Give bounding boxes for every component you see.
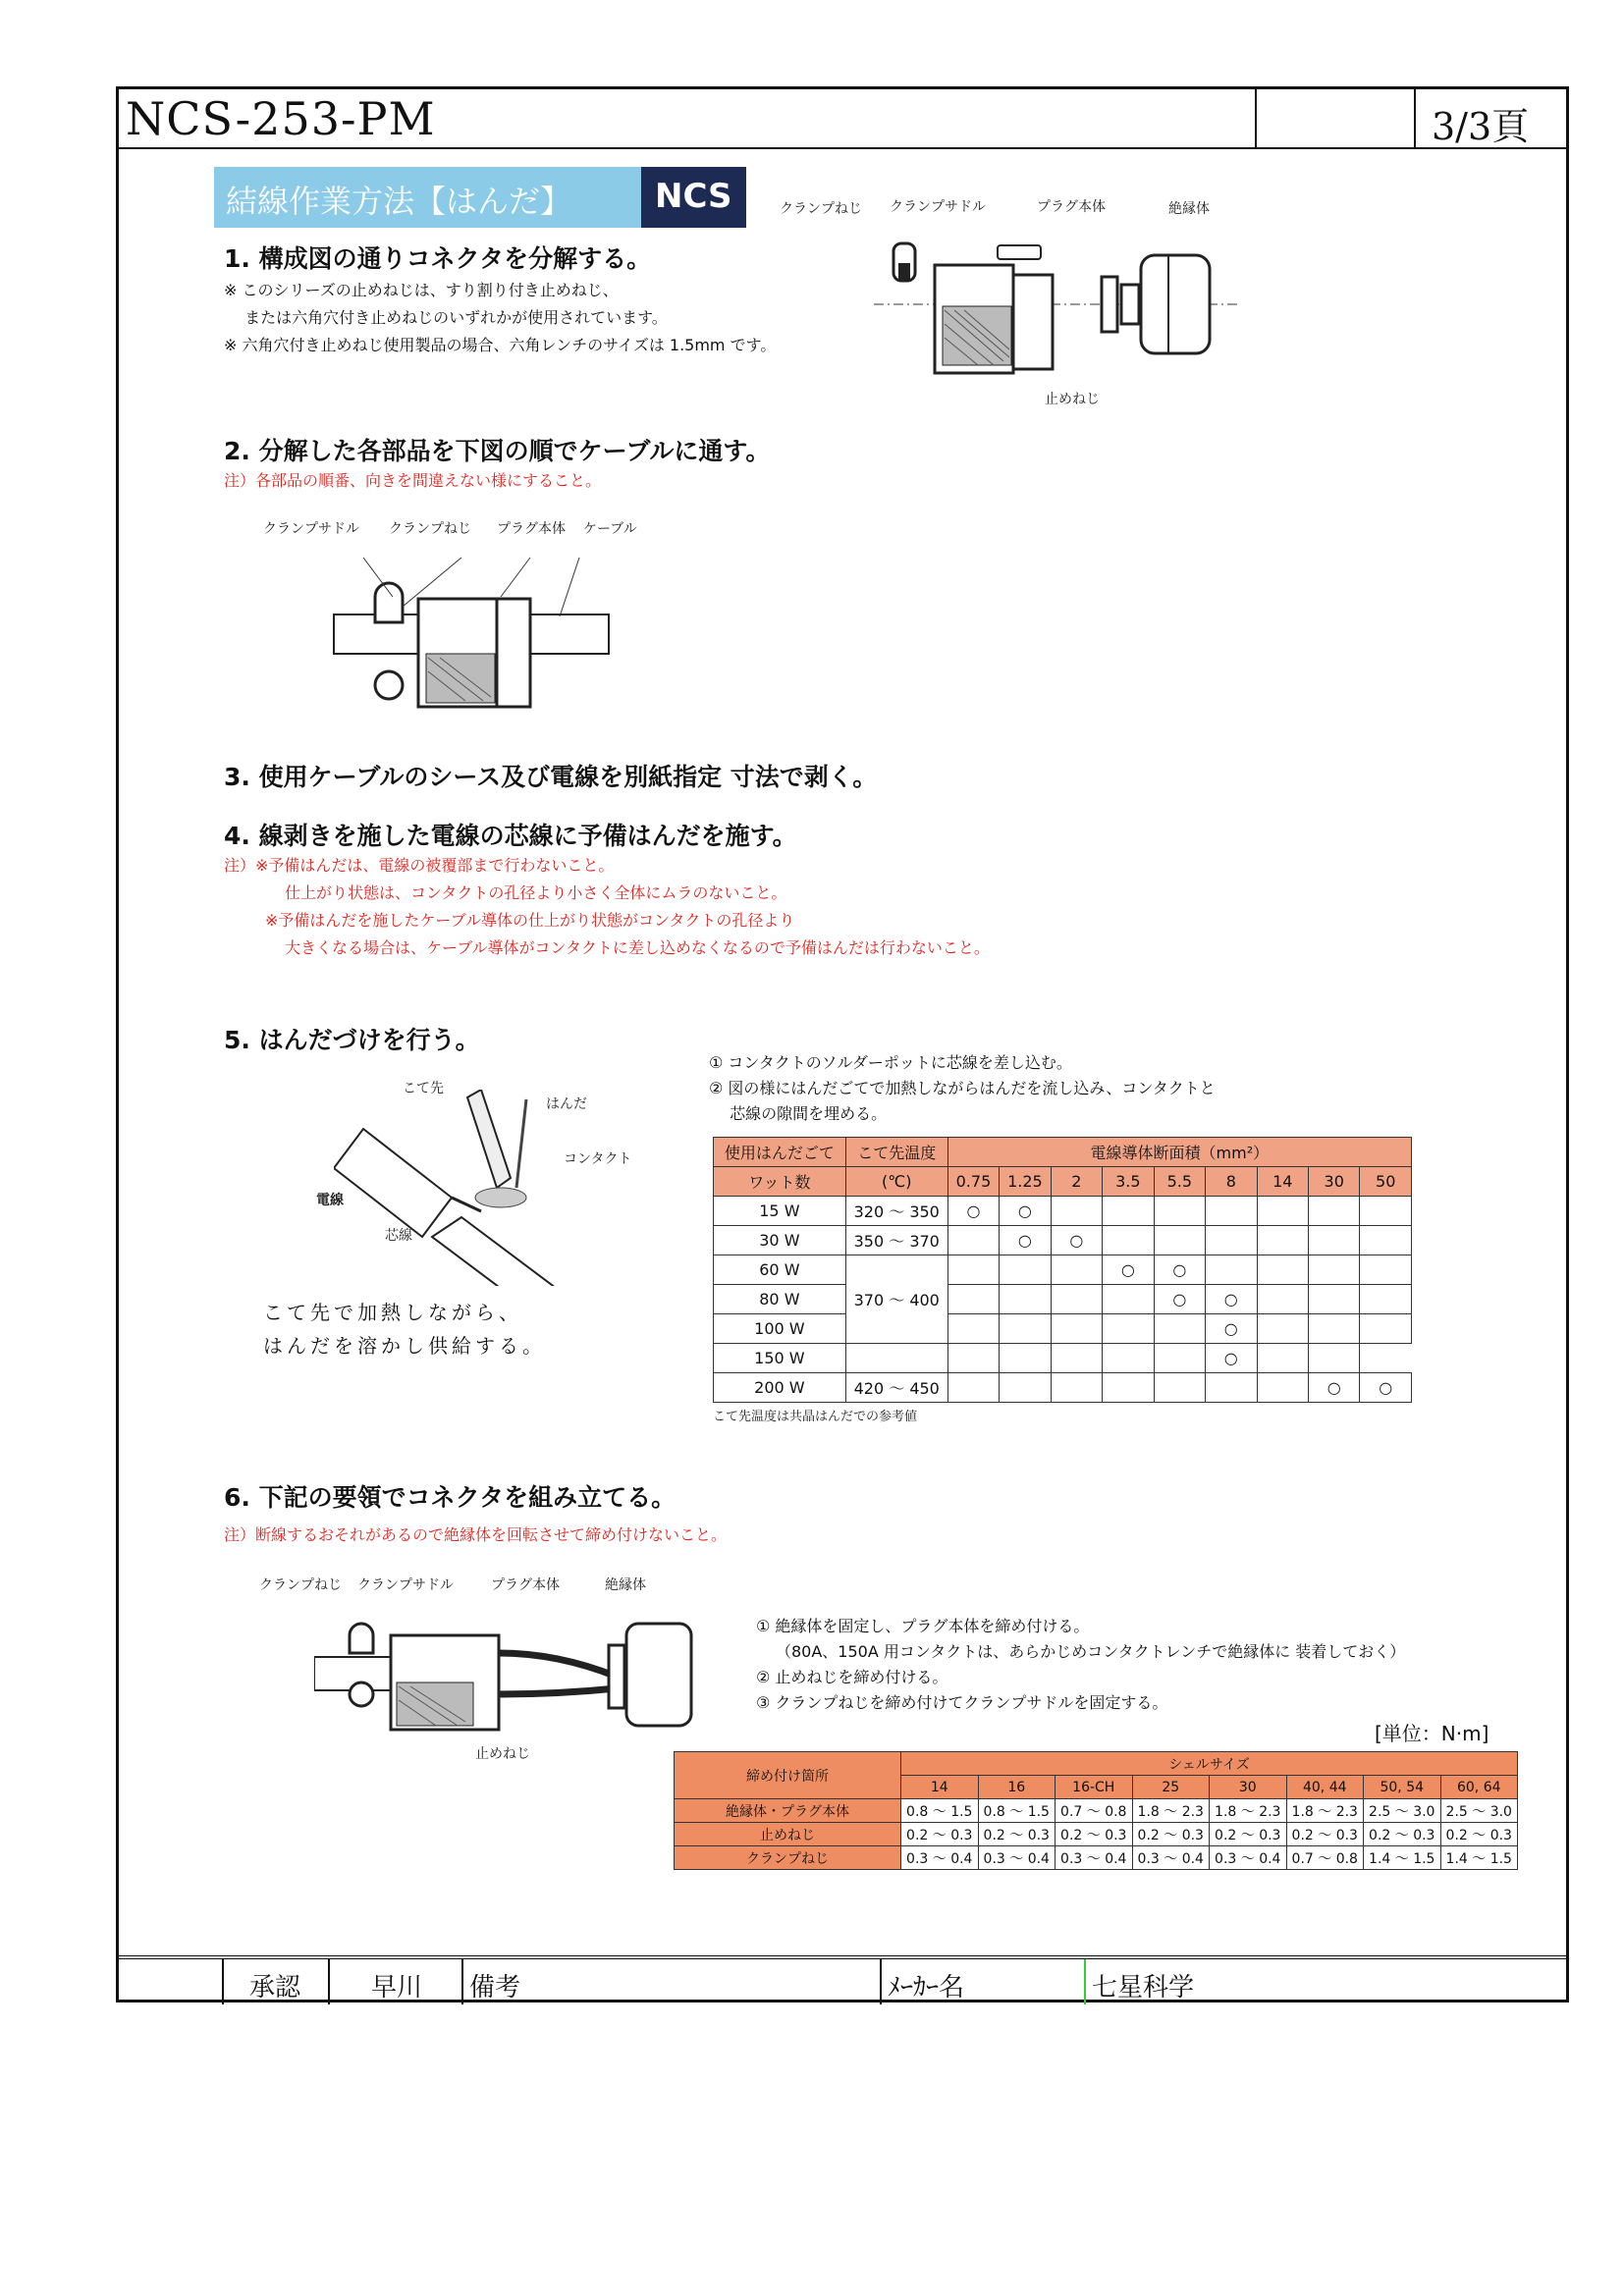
label-clamp-saddle: クランプサドル <box>890 199 986 215</box>
table-row <box>675 1846 1518 1870</box>
section-4-notes <box>224 852 990 962</box>
mark-cell <box>1154 1373 1205 1403</box>
torque-cell: 0.3 ～ 0.4 <box>978 1846 1056 1870</box>
table-header: 5.5 <box>1154 1167 1205 1197</box>
wattage-cell: 80 W <box>714 1285 846 1314</box>
soldering-diagram <box>334 1090 589 1286</box>
mark-cell <box>1360 1197 1412 1226</box>
banner-series: NCS <box>641 167 746 228</box>
approve-label: 承認 <box>249 1973 301 2002</box>
label-plug-body: プラグ本体 <box>491 1577 560 1593</box>
note-line: ※ このシリーズの止めねじは、すり割り付き止めねじ、 <box>224 281 619 299</box>
mark-cell: ○ <box>1154 1285 1205 1314</box>
temperature-cell: 420 ～ 450 <box>845 1373 947 1403</box>
soldering-table <box>713 1137 1412 1403</box>
table-header: 8 <box>1206 1167 1257 1197</box>
table-header: 16-CH <box>1056 1776 1133 1799</box>
location-cell: 絶縁体・プラグ本体 <box>675 1799 901 1823</box>
torque-cell: 1.8 ～ 2.3 <box>1286 1799 1364 1823</box>
mark-cell <box>1051 1314 1102 1344</box>
mark-cell <box>1051 1285 1102 1314</box>
torque-cell: 1.8 ～ 2.3 <box>1210 1799 1287 1823</box>
mark-cell <box>1206 1373 1257 1403</box>
mark-cell <box>1000 1344 1051 1373</box>
label-clamp-screw: クランプねじ <box>780 201 862 217</box>
page-number: 3/3頁 <box>1432 105 1530 148</box>
mark-cell: ○ <box>1360 1373 1412 1403</box>
note-line: 仕上がり状態は、コンタクトの孔径より小さく全体にムラのないこと。 <box>285 883 787 902</box>
mark-cell <box>1154 1226 1205 1255</box>
approver-name: 早川 <box>371 1973 423 2002</box>
step-line: ③ クランプねじを締め付けてクランプサドルを固定する。 <box>756 1693 1168 1712</box>
mark-cell <box>1051 1344 1102 1373</box>
divider <box>328 1959 330 2004</box>
section-5-steps <box>709 1050 1216 1127</box>
torque-cell: 1.4 ～ 1.5 <box>1364 1846 1441 1870</box>
location-cell: クランプねじ <box>675 1846 901 1870</box>
torque-cell: 2.5 ～ 3.0 <box>1440 1799 1518 1823</box>
torque-cell: 1.4 ～ 1.5 <box>1440 1846 1518 1870</box>
torque-cell: 0.2 ～ 0.3 <box>978 1823 1056 1846</box>
mark-cell <box>1308 1255 1359 1285</box>
table-header: 14 <box>901 1776 979 1799</box>
table-header: 25 <box>1132 1776 1210 1799</box>
label-plug-body: プラグ本体 <box>497 521 566 537</box>
torque-cell: 0.3 ～ 0.4 <box>901 1846 979 1870</box>
table-header: 使用はんだごて <box>714 1138 846 1167</box>
label-clamp-screw: クランプねじ <box>259 1577 342 1593</box>
torque-cell: 0.2 ～ 0.3 <box>1440 1823 1518 1846</box>
label-plug-body: プラグ本体 <box>1037 199 1106 215</box>
table-header: 3.5 <box>1103 1167 1154 1197</box>
table-header: 60, 64 <box>1440 1776 1518 1799</box>
torque-cell: 0.3 ～ 0.4 <box>1132 1846 1210 1870</box>
divider <box>222 1959 224 2004</box>
label-clamp-screw: クランプねじ <box>389 521 471 537</box>
torque-cell: 0.7 ～ 0.8 <box>1056 1799 1133 1823</box>
temperature-cell: 320 ～ 350 <box>845 1197 947 1226</box>
step-line: ② 止めねじを締め付ける。 <box>756 1668 948 1686</box>
divider <box>1414 86 1416 147</box>
torque-cell: 0.2 ～ 0.3 <box>1056 1823 1133 1846</box>
table-header: 2 <box>1051 1167 1102 1197</box>
mark-cell <box>1257 1314 1308 1344</box>
mark-cell <box>1154 1314 1205 1344</box>
caption-line: こて先で加熱しながら、 <box>263 1301 522 1324</box>
temperature-cell: 370 ～ 400 <box>845 1255 947 1344</box>
section-2-title: 2. 分解した各部品を下図の順でケーブルに通す。 <box>224 437 771 465</box>
divider <box>880 1959 882 2004</box>
section-1-notes <box>224 277 776 359</box>
wattage-cell: 150 W <box>714 1344 846 1373</box>
mark-cell <box>845 1344 947 1373</box>
mark-cell <box>947 1314 999 1344</box>
table-footnote: こて先温度は共晶はんだでの参考値 <box>713 1410 918 1424</box>
mark-cell <box>1257 1255 1308 1285</box>
label-clamp-saddle: クランプサドル <box>263 521 359 537</box>
mark-cell <box>1103 1285 1154 1314</box>
section-2-note: 注）各部品の順番、向きを間違えない様にすること。 <box>224 471 602 490</box>
torque-table <box>674 1751 1518 1870</box>
mark-cell: ○ <box>1103 1255 1154 1285</box>
table-row <box>714 1226 1412 1255</box>
exploded-connector-diagram <box>874 216 1247 383</box>
section-6-note: 注）断線するおそれがあるので絶縁体を回転させて締め付けないこと。 <box>224 1525 728 1544</box>
mark-cell <box>1000 1285 1051 1314</box>
table-header: 30 <box>1210 1776 1287 1799</box>
wattage-cell: 100 W <box>714 1314 846 1344</box>
table-row <box>675 1799 1518 1823</box>
mark-cell <box>1000 1373 1051 1403</box>
torque-cell: 0.3 ～ 0.4 <box>1210 1846 1287 1870</box>
unit-label: [単位：N·m] <box>1375 1722 1489 1745</box>
table-header: (℃) <box>845 1167 947 1197</box>
mark-cell <box>1000 1314 1051 1344</box>
mark-cell <box>1051 1197 1102 1226</box>
section-3-title: 3. 使用ケーブルのシース及び電線を別紙指定 寸法で剥く。 <box>224 763 878 791</box>
maker-label: ﾒｰｶｰ名 <box>888 1973 965 2002</box>
table-header: 1.25 <box>1000 1167 1051 1197</box>
mark-cell: ○ <box>1051 1226 1102 1255</box>
maker-name: 七星科学 <box>1092 1973 1195 2002</box>
section-6-title: 6. 下記の要領でコネクタを組み立てる。 <box>224 1483 677 1512</box>
mark-cell <box>947 1373 999 1403</box>
table-row <box>714 1344 1412 1373</box>
mark-cell <box>1103 1314 1154 1344</box>
note-line: 大きくなる場合は、ケーブル導体がコンタクトに差し込めなくなるので予備はんだは行わないこと。 <box>285 938 990 957</box>
label-cable: ケーブル <box>583 521 637 537</box>
note-line: または六角穴付き止めねじのいずれかが使用されています。 <box>224 308 668 327</box>
step-line: 芯線の隙間を埋める。 <box>709 1104 888 1123</box>
table-row <box>714 1373 1412 1403</box>
mark-cell <box>1308 1226 1359 1255</box>
wattage-cell: 60 W <box>714 1255 846 1285</box>
threading-diagram <box>324 538 619 715</box>
torque-cell: 0.2 ～ 0.3 <box>1364 1823 1441 1846</box>
torque-cell: 0.3 ～ 0.4 <box>1056 1846 1133 1870</box>
label-insulator: 絶縁体 <box>605 1577 646 1593</box>
label-set-screw: 止めねじ <box>1045 392 1100 407</box>
divider <box>1255 86 1257 147</box>
mark-cell <box>947 1226 999 1255</box>
section-1-title: 1. 構成図の通りコネクタを分解する。 <box>224 244 652 273</box>
banner-title: 結線作業方法【はんだ】 <box>214 167 641 228</box>
label-clamp-saddle: クランプサドル <box>357 1577 454 1593</box>
table-header: 14 <box>1257 1167 1308 1197</box>
mark-cell <box>1360 1255 1412 1285</box>
mark-cell <box>947 1255 999 1285</box>
caption-line: はんだを溶かし供給する。 <box>263 1334 546 1358</box>
mark-cell <box>1206 1255 1257 1285</box>
mark-cell <box>1308 1285 1359 1314</box>
section-5-caption <box>263 1296 546 1362</box>
mark-cell: ○ <box>1308 1373 1359 1403</box>
note-line: ※予備はんだを施したケーブル導体の仕上がり状態がコンタクトの孔径より <box>265 911 795 930</box>
wattage-cell: 30 W <box>714 1226 846 1255</box>
location-cell: 止めねじ <box>675 1823 901 1846</box>
mark-cell <box>1206 1197 1257 1226</box>
table-header: 40, 44 <box>1286 1776 1364 1799</box>
torque-cell: 0.8 ～ 1.5 <box>901 1799 979 1823</box>
step-line: ② 図の様にはんだごてで加熱しながらはんだを流し込み、コンタクトと <box>709 1079 1216 1097</box>
torque-cell: 0.2 ～ 0.3 <box>1210 1823 1287 1846</box>
table-header: 50, 54 <box>1364 1776 1441 1799</box>
torque-cell: 0.2 ～ 0.3 <box>1132 1823 1210 1846</box>
divider <box>461 1959 463 2004</box>
mark-cell <box>1360 1314 1412 1344</box>
mark-cell <box>1308 1197 1359 1226</box>
label-tip: こて先 <box>403 1081 444 1096</box>
table-row <box>714 1197 1412 1226</box>
mark-cell <box>1103 1226 1154 1255</box>
mark-cell <box>1206 1226 1257 1255</box>
step-line: ① コンタクトのソルダーポットに芯線を差し込む。 <box>709 1053 1072 1072</box>
section-6-steps <box>756 1614 1405 1716</box>
mark-cell <box>1257 1344 1308 1373</box>
mark-cell <box>1257 1285 1308 1314</box>
table-header: シェルサイズ <box>901 1752 1518 1776</box>
document-number: NCS-253-PM <box>126 92 436 145</box>
mark-cell <box>947 1285 999 1314</box>
mark-cell <box>1051 1373 1102 1403</box>
remarks-label: 備考 <box>469 1973 521 2002</box>
table-header: 締め付け箇所 <box>675 1752 901 1799</box>
divider <box>1084 1959 1086 2004</box>
assembly-diagram <box>314 1596 707 1743</box>
table-row <box>714 1255 1412 1285</box>
torque-cell: 0.2 ～ 0.3 <box>1286 1823 1364 1846</box>
mark-cell <box>1360 1285 1412 1314</box>
label-insulator: 絶縁体 <box>1168 201 1210 217</box>
mark-cell: ○ <box>1000 1226 1051 1255</box>
wattage-cell: 200 W <box>714 1373 846 1403</box>
header <box>116 86 1569 149</box>
mark-cell <box>1308 1314 1359 1344</box>
table-header: ワット数 <box>714 1167 846 1197</box>
mark-cell <box>1308 1344 1359 1373</box>
mark-cell <box>1360 1226 1412 1255</box>
mark-cell <box>1257 1226 1308 1255</box>
label-wire: 電線 <box>316 1193 344 1208</box>
table-header: 30 <box>1308 1167 1359 1197</box>
mark-cell <box>1257 1197 1308 1226</box>
wattage-cell: 15 W <box>714 1197 846 1226</box>
section-4-title: 4. 線剥きを施した電線の芯線に予備はんだを施す。 <box>224 822 797 850</box>
table-row <box>714 1314 1412 1344</box>
mark-cell <box>1051 1255 1102 1285</box>
mark-cell <box>1103 1197 1154 1226</box>
torque-cell: 1.8 ～ 2.3 <box>1132 1799 1210 1823</box>
mark-cell: ○ <box>1206 1314 1257 1344</box>
table-row <box>675 1823 1518 1846</box>
torque-cell: 2.5 ～ 3.0 <box>1364 1799 1441 1823</box>
mark-cell: ○ <box>1154 1255 1205 1285</box>
mark-cell: ○ <box>1206 1344 1257 1373</box>
table-header: 電線導体断面積（mm²） <box>947 1138 1411 1167</box>
label-set-screw: 止めねじ <box>475 1746 530 1762</box>
label-contact: コンタクト <box>564 1151 632 1167</box>
mark-cell <box>1103 1344 1154 1373</box>
mark-cell <box>1257 1373 1308 1403</box>
note-line: 注）※予備はんだは、電線の被覆部まで行わないこと。 <box>224 856 615 875</box>
section-5-title: 5. はんだづけを行う。 <box>224 1026 480 1054</box>
note-line: ※ 六角穴付き止めねじ使用製品の場合、六角レンチのサイズは 1.5mm です。 <box>224 336 777 354</box>
torque-cell: 0.8 ～ 1.5 <box>978 1799 1056 1823</box>
temperature-cell: 350 ～ 370 <box>845 1226 947 1255</box>
table-header: こて先温度 <box>845 1138 947 1167</box>
step-line: （80A、150A 用コンタクトは、あらかじめコンタクトレンチで絶縁体に 装着しておく） <box>776 1642 1406 1661</box>
label-core: 芯線 <box>385 1228 412 1244</box>
footer <box>116 1955 1569 2004</box>
table-header: 50 <box>1360 1167 1412 1197</box>
mark-cell <box>947 1344 999 1373</box>
mark-cell <box>1103 1373 1154 1403</box>
mark-cell <box>1154 1344 1205 1373</box>
torque-cell: 0.2 ～ 0.3 <box>901 1823 979 1846</box>
step-line: ① 絶縁体を固定し、プラグ本体を締め付ける。 <box>756 1617 1090 1635</box>
title-banner <box>214 167 746 228</box>
mark-cell: ○ <box>1206 1285 1257 1314</box>
torque-cell: 0.7 ～ 0.8 <box>1286 1846 1364 1870</box>
label-solder: はんだ <box>546 1096 587 1112</box>
mark-cell <box>1000 1255 1051 1285</box>
table-header: 16 <box>978 1776 1056 1799</box>
mark-cell <box>1154 1197 1205 1226</box>
table-row <box>714 1285 1412 1314</box>
mark-cell: ○ <box>1000 1197 1051 1226</box>
table-header: 0.75 <box>947 1167 999 1197</box>
mark-cell: ○ <box>947 1197 999 1226</box>
